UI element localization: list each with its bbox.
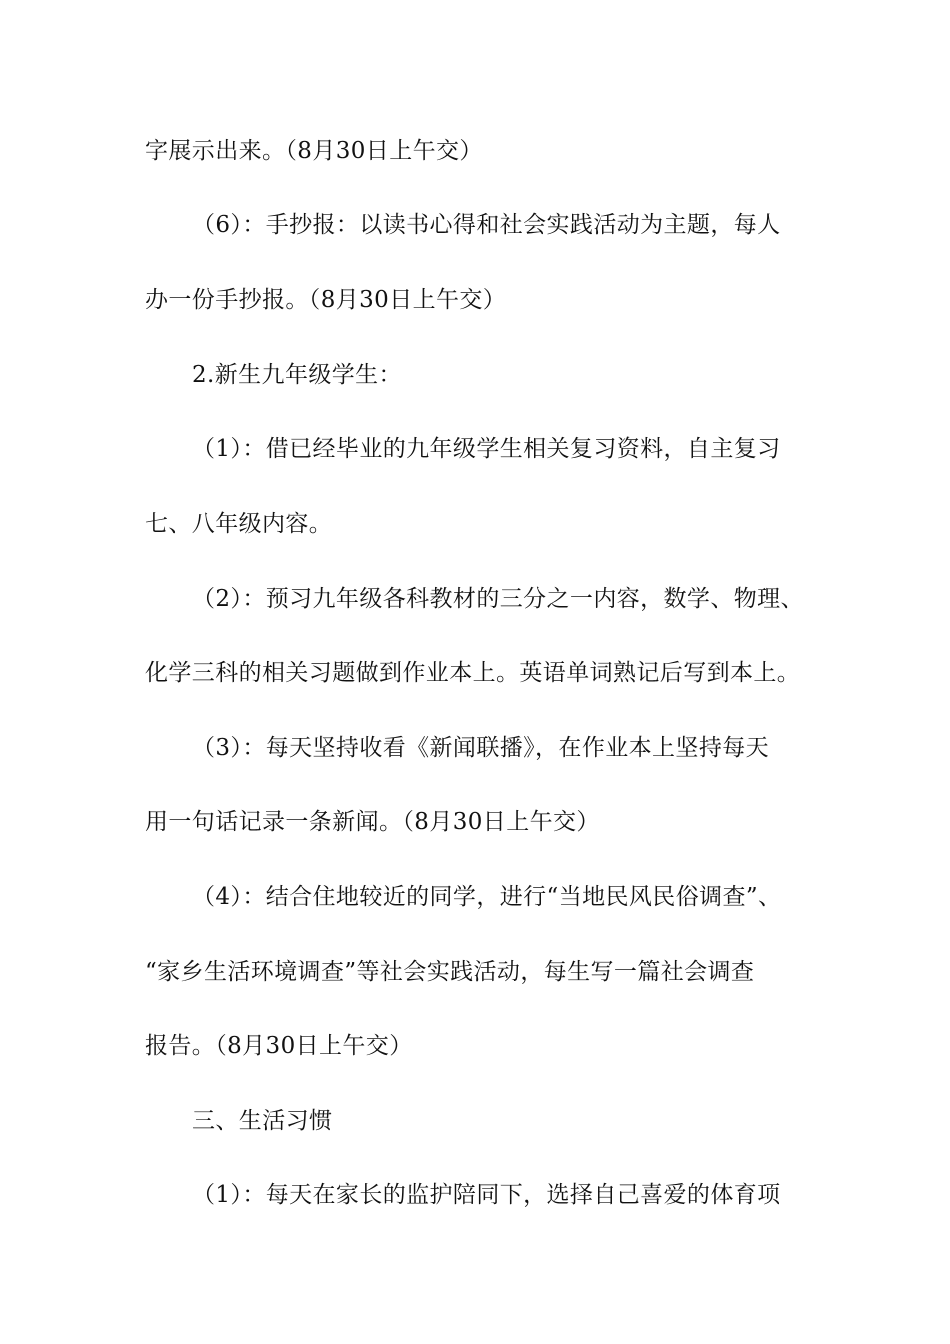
text-line: “家乡生活环境调查”等社会实践活动，每生写一篇社会调查 (145, 959, 755, 985)
text-line: 报告。（8月30日上午交） (145, 1033, 413, 1059)
text-line: 字展示出来。（8月30日上午交） (145, 138, 483, 164)
text-line: 七、八年级内容。 (145, 511, 333, 537)
section-heading: 2.新生九年级学生： (192, 362, 402, 388)
text-line: （2）：预习九年级各科教材的三分之一内容，数学、物理、 (192, 586, 804, 612)
text-line: （4）：结合住地较近的同学，进行“当地民风民俗调查”、 (192, 884, 782, 910)
text-line: （3）：每天坚持收看《新闻联播》，在作业本上坚持每天 (192, 735, 770, 761)
text-line: 办一份手抄报。（8月30日上午交） (145, 287, 507, 313)
text-line: （6）：手抄报：以读书心得和社会实践活动为主题，每人 (192, 212, 781, 238)
text-line: （1）：借已经毕业的九年级学生相关复习资料，自主复习 (192, 436, 781, 462)
text-line: （1）：每天在家长的监护陪同下，选择自己喜爱的体育项 (192, 1182, 781, 1208)
text-line: 化学三科的相关习题做到作业本上。英语单词熟记后写到本上。 (145, 660, 801, 686)
text-line: 用一句话记录一条新闻。（8月30日上午交） (145, 809, 600, 835)
section-heading: 三、生活习惯 (192, 1108, 333, 1134)
